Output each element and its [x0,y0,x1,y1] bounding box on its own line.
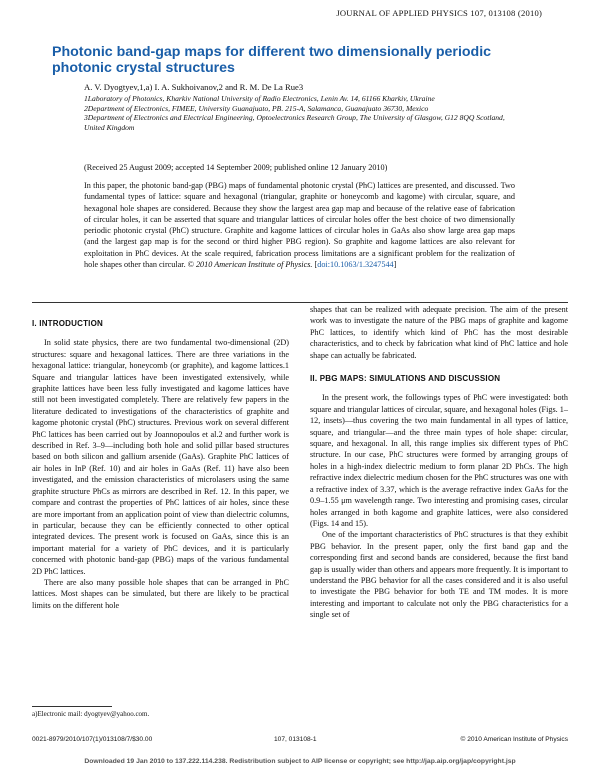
received-dates: (Received 25 August 2009; accepted 14 September 2009; published online 12 January 2010) [84,163,388,172]
left-paragraph-1: In solid state physics, there are two fundamental two-dimensional (2D) structures: square and hexagonal lattices. There are three variations in the hexagonal lattice: triangular, honeycomb (or graphite), and kagome lattices.1 Square and triangular lattices have been investigated extensively, while graphite lattices have been less fully investigated and kagome lattices have still not been investigated completely. There are relatively few papers in the literature dedicated to investigations of the characteristics of graphite and kagome photonic crystal (PhC) structures. Previous work on several different PhC lattices has been carried out by Joannopoulos et al.2 and further work is described in Ref. 3–9—including both hole and solid pillar based structures based on both silicon and gallium arsenide (GaAs). Graphite PhC lattices of air holes in InP (Ref. 10) and air holes in GaAs (Ref. 11) have also been investigated, and the emission characteristics of microlasers using the same graphite structure PhCs as mirrors are described in Ref. 12. In this paper, we compare and contrast the properties of PhC lattices of air holes, since these are more important from an application point of view than dielectric columns, in particular, because they can be efficiently connected to other optical integrated devices. The present work is focused on GaAs, since this is an important material for a variety of PhC devices, and it is particularly concerned with photonic band-gap (PBG) maps of the various fundamental 2D PhC lattices. [32,338,289,576]
right-paragraph-1: In the present work, the followings types of PhC were investigated: both square and triangular lattices of circular, square, and hexagonal holes (Figs. 1–12, insets)—thus covering the two main fundamental in all types of lattice, square, and triangular—and the three main types of hole shape: circular, square, and hexagonal. In all, this range implies six different types of PhC structure. In our case, PhC structures were formed by arranging groups of holes in a high-index dielectric medium to form planar 2D PhCs. The high refractive index dielectric medium chosen for the PhC structures was one with a refractive index of 3.37, which is the average refractive index GaAs for the 0.9–1.55 μm wavelength range. Two interesting and promising cases, circular holes arranged in both kagome and graphite lattices, were also considered (Figs. 14 and 15). [310,393,568,528]
footnote-rule [32,706,112,707]
left-column [32,318,289,611]
affiliation-2: 2Department of Electronics, FIMEE, University Guanajuato, PB. 215-A, Salamanca, Guanajuato 36730, Mexico [84,103,429,113]
download-notice: Downloaded 19 Jan 2010 to 137.222.114.238. Redistribution subject to AIP license or copyright; see http://jap.aip.org/jap/copyright.jsp [84,758,516,765]
issn-line: 0021-8979/2010/107(1)/013108/7/$30.00 [32,736,153,743]
affiliations [84,94,514,132]
right-paragraph-intro: shapes that can be realized with adequate precision. The aim of the present work was to investigate the nature of the PBG maps of graphite and kagome PhC lattices, to identify which kind of PhC has the most desirable characteristics, and to check by fabrication what kind of PhC lattice and hole shape can actually be fabricated. [310,305,568,360]
affiliation-1: 1Laboratory of Photonics, Kharkiv National University of Radio Electronics, Lenin Av. 14, 61166 Kharkiv, Ukraine [84,94,435,103]
section-heading-introduction: I. INTRODUCTION [32,319,103,328]
doi-link[interactable]: doi:10.1063/1.3247544 [317,260,394,270]
authors: A. V. Dyogtyev,1,a) I. A. Sukhoivanov,2 and R. M. De La Rue3 [84,82,304,92]
right-paragraph-2: One of the important characteristics of PhC structures is that they exhibit PBG behavior. In the present paper, only the first band gap and the corresponding first and second bands are considered, because the first band gap is usually wider than others and appears more frequently. It is important to understand the PBG behavior for all the cases considered and it is also useful to investigate the PBG behavior for both TE and TM modes. It is more interesting and important to calculate not only the PBG characteristics for a single set of [310,530,568,620]
section-heading-pbg-maps: II. PBG MAPS: SIMULATIONS AND DISCUSSION [310,374,501,384]
left-paragraph-2: There are also many possible hole shapes that can be arranged in PhC lattices. Most shapes can be simulated, but there are likely to be practical limits on the different hole [32,577,289,610]
footnote: a)Electronic mail: dyogtyev@yahoo.com. [32,710,150,718]
abstract-copyright: © 2010 American Institute of Physics. [187,260,313,270]
copyright-line: © 2010 American Institute of Physics [460,736,568,743]
abstract-divider [32,302,568,303]
journal-header: JOURNAL OF APPLIED PHYSICS 107, 013108 (2010) [336,8,542,18]
paper-title: Photonic band-gap maps for different two dimensionally periodic photonic crystal structures [52,44,492,76]
abstract: In this paper, the photonic band-gap (PBG) maps of fundamental photonic crystal (PhC) lattices are presented, and discussed. Two fundamental types of lattice: square and hexagonal (triangular, graphite or honeycomb and kagome) with circular, square, and hexagonal hole shapes are considered. Because they show the largest area gap map and because of the relative ease of fabrication of circular holes, it can be asserted that square and triangular lattices of circular holes offer the best choice of two dimensionally periodic photonic crystal (PhC) structure. Graphite and kagome lattices of circular holes in GaAs also show large area gap maps (and the largest gap map is for the second or third higher PBG region). So graphite and kagome lattices are also relevant for exploitation in PhC devices. At the scale required, fabrication process limitations are a significant problem for the realization of hole shapes other than circular. © 2010 American Institute of Physics. [doi:10.1063/1.3247544] [84,181,515,270]
page-id: 107, 013108-1 [274,736,317,743]
affiliation-3: 3Department of Electronics and Electrical Engineering, Optoelectronics Research Group, The University of Glasgow, G12 8QQ Scotland, United Kingdom [84,113,505,132]
abstract-text: In this paper, the photonic band-gap (PBG) maps of fundamental photonic crystal (PhC) lattices are presented, and discussed. Two fundamental types of lattice: square and hexagonal (triangular, graphite or honeycomb and kagome) with circular, square, and hexagonal hole shapes are considered. Because they show the largest area gap map and because of the relative ease of fabrication of circular holes, it can be asserted that square and triangular lattices of circular holes offer the best choice of two dimensionally periodic photonic crystal (PhC) structure. Graphite and kagome lattices of circular holes in GaAs also show large area gap maps (and the largest gap map is for the second or third higher PBG region). So graphite and kagome lattices are also relevant for exploitation in PhC devices. At the scale required, fabrication process limitations are a significant problem for the realization of hole shapes other than circular. [84,181,515,270]
right-column [310,304,568,621]
